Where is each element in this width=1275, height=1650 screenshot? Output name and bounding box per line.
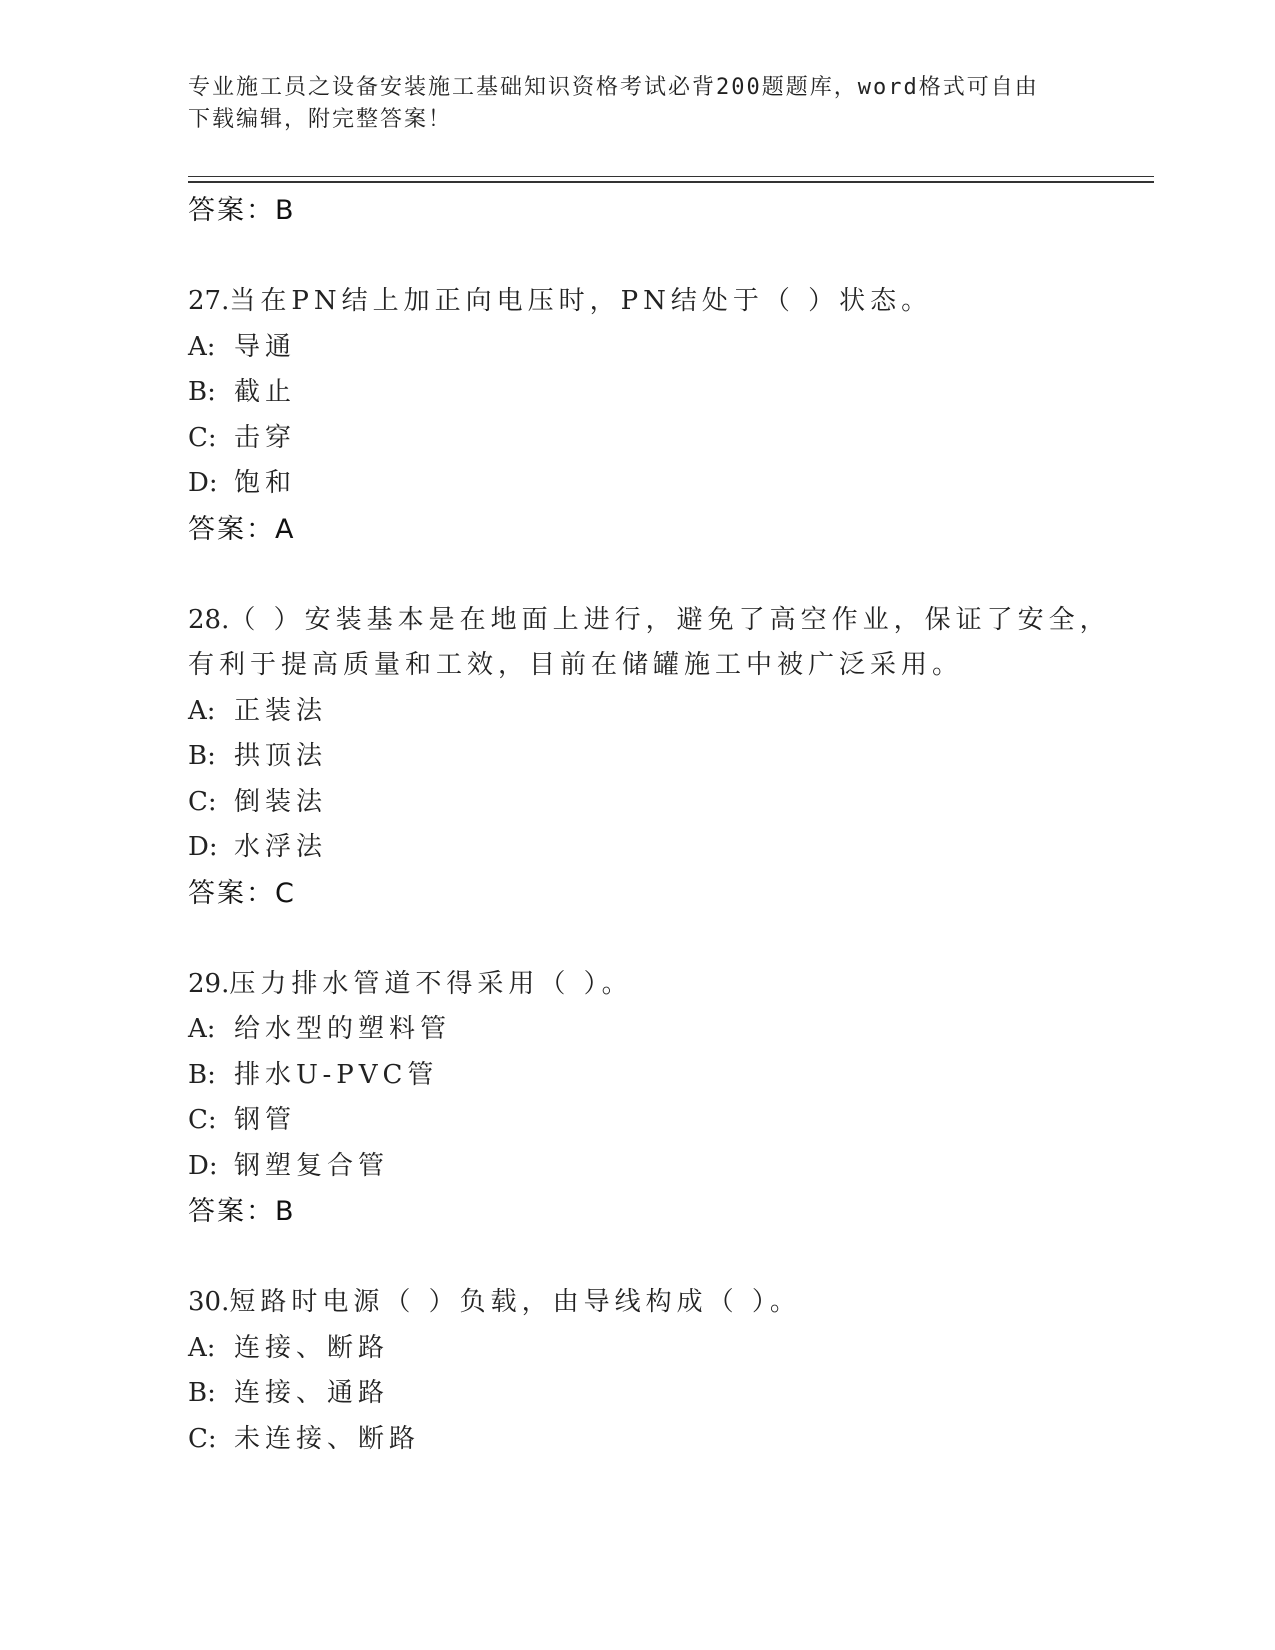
header-divider [188,176,1154,177]
option-text: 连接、断路 [234,1332,390,1363]
option-text: 正装法 [234,695,328,726]
option-text: 导通 [234,331,297,362]
option-text: 未连接、断路 [234,1423,421,1454]
spacer [188,552,1148,598]
question-text: （ ）安装基本是在地面上进行，避免了高空作业，保证了安全， [229,604,1111,635]
option-label: C: [188,1423,217,1454]
option-label: C: [188,422,217,453]
option-label: D: [188,832,218,862]
question-30 [188,1280,1148,1462]
option-text: 击穿 [234,422,297,453]
option-b [188,1053,1148,1099]
option-text: 截止 [234,377,297,407]
header-title-line-1: 专业施工员之设备安装施工基础知识资格考试必背200题题库，word格式可自由 [188,75,1039,100]
question-stem-continued: 有利于提高质量和工效，目前在储罐施工中被广泛采用。 [188,650,964,680]
option-d [188,461,1148,507]
option-b [188,734,1148,780]
question-text: 压力排水管道不得采用（ ）。 [229,968,633,999]
option-text: 排水U-PVC管 [234,1059,439,1090]
option-text: 给水型的塑料管 [234,1014,452,1044]
option-label: B: [188,1378,216,1408]
option-text: 连接、通路 [234,1378,390,1408]
option-text: 饱和 [234,468,297,498]
option-d [188,825,1148,871]
option-label: C: [188,1105,217,1135]
spacer [188,234,1148,280]
header-title-line-2: 下载编辑，附完整答案！ [188,107,453,132]
option-b [188,370,1148,416]
option-a [188,1007,1148,1053]
option-text: 拱顶法 [234,741,328,771]
option-c [188,416,1148,462]
option-c [188,1098,1148,1144]
page-header [188,72,1088,136]
option-label: D: [188,468,218,498]
option-label: B: [188,741,216,771]
option-label: C: [188,786,217,817]
option-d [188,1144,1148,1190]
question-29 [188,962,1148,1235]
option-text: 钢管 [234,1105,297,1135]
question-stem [188,279,1148,325]
spacer [188,916,1148,962]
question-text: 当在PN结上加正向电压时，PN结处于（ ）状态。 [229,286,933,316]
option-label: B: [188,1059,216,1090]
header-divider-thick [188,181,1154,183]
question-number: 27. [188,286,230,316]
question-stem [188,1280,1148,1326]
option-label: B: [188,377,216,407]
option-label: A: [188,331,216,362]
answer-27: 答案：A [188,513,296,545]
option-a [188,325,1148,371]
option-c [188,1417,1148,1463]
option-text: 钢塑复合管 [234,1150,390,1181]
option-label: D: [188,1150,218,1181]
option-a [188,1326,1148,1372]
option-b [188,1371,1148,1417]
answer-28: 答案：C [188,877,296,909]
spacer [188,1235,1148,1281]
question-list [188,188,1148,1462]
question-stem [188,598,1148,644]
answer-26: 答案：B [188,195,296,226]
option-text: 水浮法 [234,832,328,862]
option-label: A: [188,1332,216,1363]
question-28 [188,598,1148,917]
option-text: 倒装法 [234,786,328,817]
question-number: 28. [188,604,230,635]
question-stem [188,962,1148,1008]
option-label: A: [188,1014,216,1044]
question-number: 29. [188,968,230,999]
question-number: 30. [188,1287,230,1317]
option-label: A: [188,695,216,726]
question-27 [188,279,1148,552]
option-a [188,689,1148,735]
question-text: 短路时电源（ ）负载，由导线构成（ ）。 [229,1287,801,1317]
answer-29: 答案：B [188,1196,296,1227]
option-c [188,780,1148,826]
